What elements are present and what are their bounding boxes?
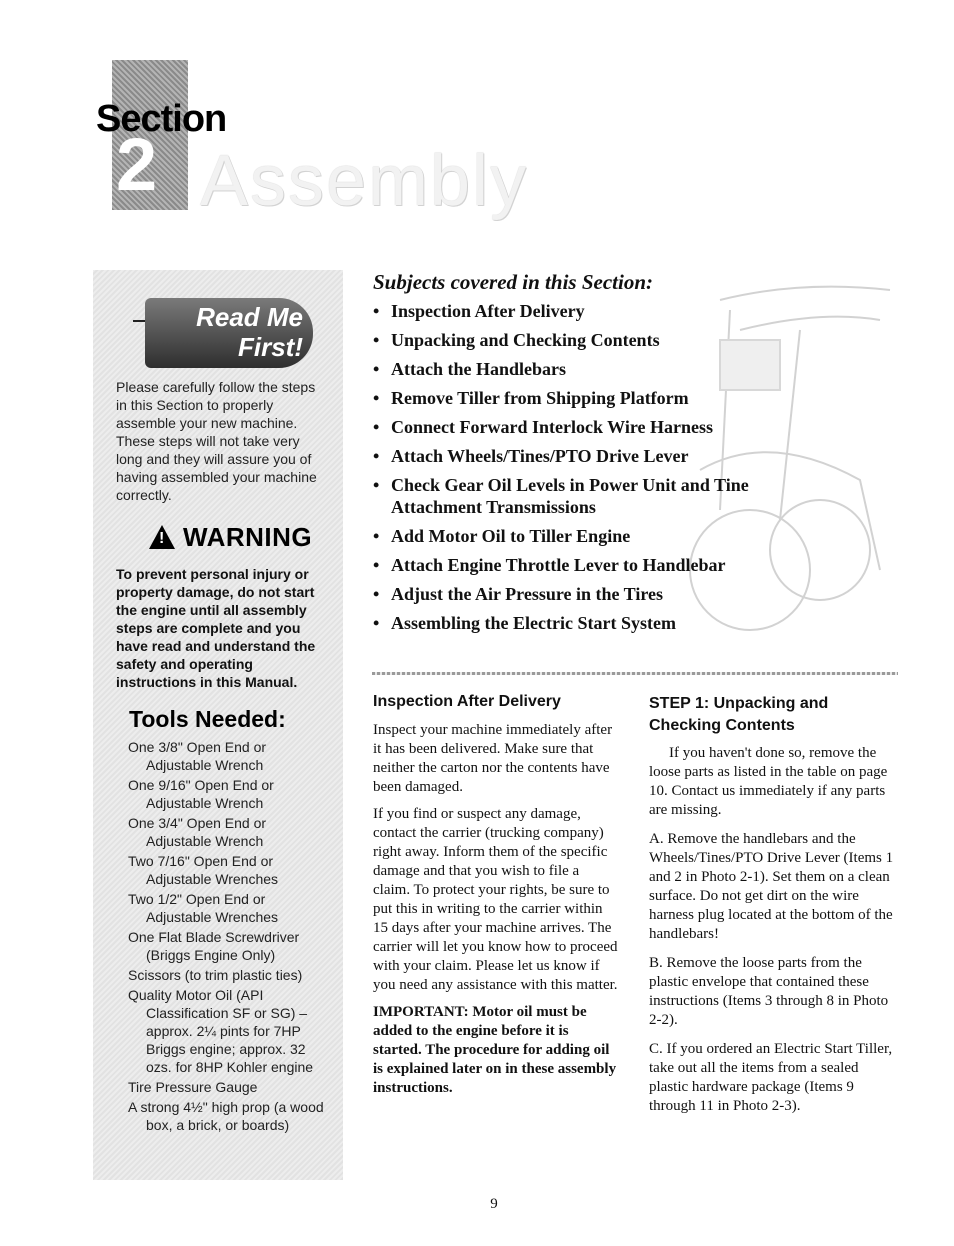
subject-item: • Inspection After Delivery bbox=[373, 300, 793, 322]
page-number: 9 bbox=[490, 1196, 498, 1212]
tools-list bbox=[128, 738, 328, 1136]
inspection-paragraph-2: If you find or suspect any damage, contact the carrier (trucking company) right away. Inform them of the specific damage and that you wish to file a claim. To protect your rights, be sure to put this in writing to the carrier within 15 days after your machine arrives. The carrier will let you know how to proceed with your claim. Please let us know if you need any assistance with this matter. bbox=[373, 806, 618, 993]
tool-item: A strong 4½" high prop (a wood box, a brick, or boards) bbox=[128, 1099, 324, 1133]
tool-item: Quality Motor Oil (API Classification SF or SG) – approx. 2¼ pints for 7HP Briggs engine; approx. 32 ozs. for 8HP Kohler engine bbox=[128, 987, 314, 1075]
inspection-paragraph-1: Inspect your machine immediately after it has been delivered. Make sure that neither the carton nor the contents have been damaged. bbox=[373, 722, 613, 795]
important-note: IMPORTANT: Motor oil must be added to the engine before it is started. The procedure for adding oil is explained later on in these assembly instructions. bbox=[373, 1004, 617, 1096]
step1-intro: If you haven't done so, remove the loose parts as listed in the table on page 10. Contact us immediately if any parts are missing. bbox=[649, 745, 888, 818]
subjects-list bbox=[373, 300, 793, 641]
sidebar-panel bbox=[93, 270, 343, 1180]
step1-heading: STEP 1: Unpacking and Checking Contents bbox=[649, 695, 829, 734]
warning-text: To prevent personal injury or property damage, do not start the engine until all assembly steps are complete and you have read and understand the safety and operating instructions in this Manual. bbox=[116, 566, 316, 690]
divider bbox=[372, 672, 898, 675]
subject-item: • Adjust the Air Pressure in the Tires bbox=[373, 583, 793, 605]
subject-item: • Check Gear Oil Levels in Power Unit and Tine Attachment Transmissions bbox=[373, 474, 793, 518]
subject-item: • Attach Engine Throttle Lever to Handlebar bbox=[373, 554, 793, 576]
subject-item: • Attach the Handlebars bbox=[373, 358, 793, 380]
inspection-heading: Inspection After Delivery bbox=[373, 693, 561, 710]
subject-item: • Add Motor Oil to Tiller Engine bbox=[373, 525, 793, 547]
tool-item: Two 1/2" Open End or Adjustable Wrenches bbox=[128, 891, 279, 925]
subject-item: • Assembling the Electric Start System bbox=[373, 612, 793, 634]
subject-item: • Remove Tiller from Shipping Platform bbox=[373, 387, 793, 409]
section-number: 2 bbox=[116, 123, 158, 206]
tool-item: One Flat Blade Screwdriver (Briggs Engine Only) bbox=[128, 929, 300, 963]
subject-item: • Attach Wheels/Tines/PTO Drive Lever bbox=[373, 445, 793, 467]
tools-title: Tools Needed: bbox=[129, 706, 286, 732]
warning-header bbox=[149, 522, 312, 552]
tool-item: Tire Pressure Gauge bbox=[128, 1079, 258, 1095]
warning-triangle-icon: ! bbox=[149, 525, 175, 549]
subject-item: • Connect Forward Interlock Wire Harness bbox=[373, 416, 793, 438]
subject-item: • Unpacking and Checking Contents bbox=[373, 329, 793, 351]
step1-c: C. If you ordered an Electric Start Tiller, take out all the items from a sealed plastic hardware package (Items 9 through 11 in Photo 2-3). bbox=[649, 1041, 893, 1114]
section-title: Assembly bbox=[200, 141, 529, 221]
step1-b: B. Remove the loose parts from the plastic envelope that contained these instructions (Items 3 through 8 in Photo 2-2). bbox=[649, 955, 889, 1028]
tool-item: One 3/8" Open End or Adjustable Wrench bbox=[128, 739, 267, 773]
subjects-title: Subjects covered in this Section: bbox=[373, 270, 653, 294]
tool-item: One 3/4" Open End or Adjustable Wrench bbox=[128, 815, 267, 849]
tool-item: One 9/16" Open End or Adjustable Wrench bbox=[128, 777, 274, 811]
section-word: Section bbox=[96, 98, 227, 140]
tool-item: Scissors (to trim plastic ties) bbox=[128, 967, 303, 983]
warning-title: WARNING bbox=[183, 521, 313, 552]
step1-body bbox=[649, 744, 897, 1126]
inspection-body bbox=[373, 721, 619, 1106]
step1-a: A. Remove the handlebars and the Wheels/Tines/PTO Drive Lever (Items 1 and 2 in Photo 2-1). Set them on a clean surface. Do not get dirt on the wire harness plug located at the bottom of the handlebars! bbox=[649, 831, 894, 942]
tool-item: Two 7/16" Open End or Adjustable Wrenches bbox=[128, 853, 279, 887]
read-me-first-badge: Read Me First! bbox=[145, 298, 313, 368]
read-me-text: Please carefully follow the steps in this Section to properly assemble your new machine. These steps will not take very long and they will assure you of having assembled your machine correctly. bbox=[116, 379, 317, 503]
